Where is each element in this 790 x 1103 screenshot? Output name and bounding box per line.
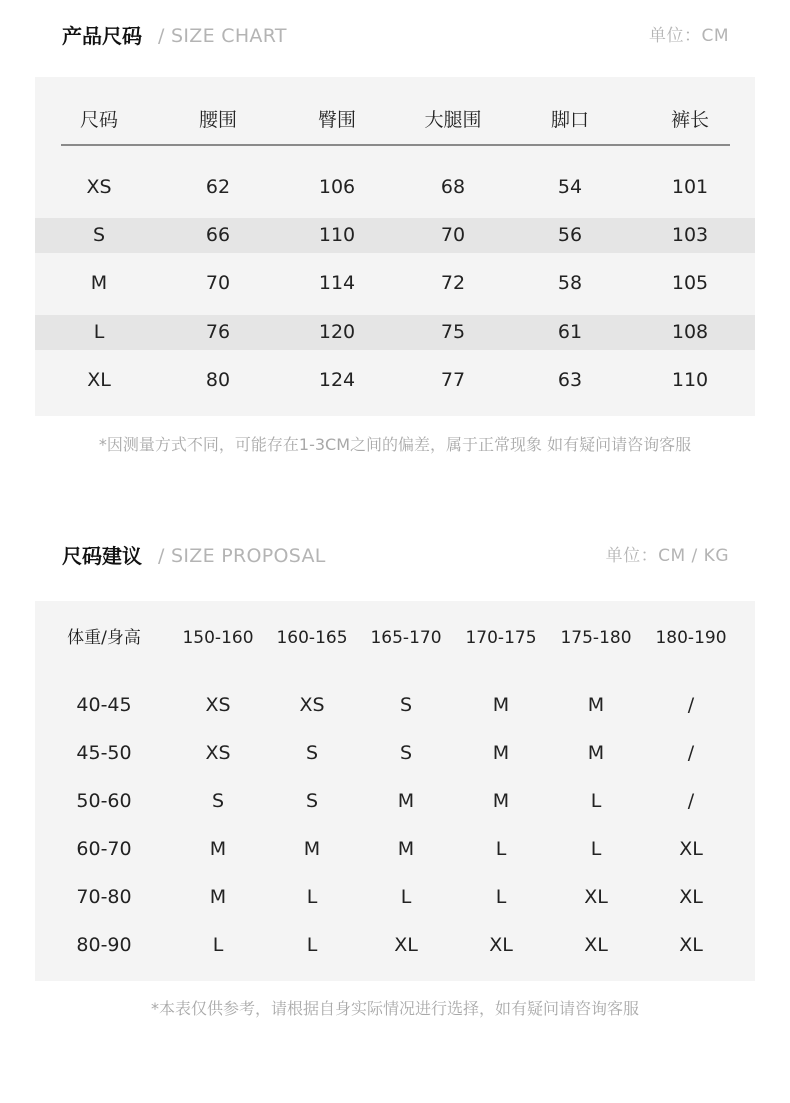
- table-cell: 68: [440, 176, 466, 198]
- table-cell: M: [587, 694, 605, 716]
- table-cell: 70: [440, 224, 466, 246]
- size-chart-subtitle: / SIZE CHART: [158, 25, 287, 47]
- table-cell: 45-50: [76, 742, 132, 764]
- size-proposal-column-header: 150-160: [182, 628, 254, 648]
- table-cell: L: [306, 934, 318, 956]
- table-cell: 60-70: [76, 838, 132, 860]
- size-chart-column-header: 脚口: [550, 109, 589, 131]
- size-chart-note: *因测量方式不同，可能存在1-3CM之间的偏差，属于正常现象 如有疑问请咨询客服: [98, 435, 692, 454]
- table-cell: M: [397, 790, 415, 812]
- size-proposal-column-header: 175-180: [560, 628, 632, 648]
- table-row: [35, 170, 755, 205]
- table-cell: 66: [205, 224, 231, 246]
- table-cell: S: [305, 790, 319, 812]
- table-cell: 58: [557, 272, 583, 294]
- table-cell: /: [687, 742, 695, 764]
- table-cell: L: [93, 321, 105, 343]
- table-cell: 80-90: [76, 934, 132, 956]
- table-cell: 106: [318, 176, 356, 198]
- table-cell: L: [212, 934, 224, 956]
- table-cell: 50-60: [76, 790, 132, 812]
- size-chart-column-header: 腰围: [198, 109, 237, 131]
- size-chart-divider: [61, 144, 730, 146]
- table-row: [35, 786, 755, 816]
- table-cell: M: [492, 742, 510, 764]
- table-cell: 103: [671, 224, 709, 246]
- table-cell: XL: [584, 934, 608, 956]
- table-cell: S: [399, 694, 413, 716]
- table-cell: S: [399, 742, 413, 764]
- size-chart-column-header: 裤长: [670, 109, 709, 131]
- size-proposal-column-header: 体重/身高: [67, 628, 141, 648]
- table-cell: XS: [299, 694, 325, 716]
- size-chart-title: 产品尺码: [62, 24, 142, 48]
- table-cell: L: [400, 886, 412, 908]
- table-cell: L: [495, 886, 507, 908]
- table-cell: 70: [205, 272, 231, 294]
- table-cell: 76: [205, 321, 231, 343]
- size-chart-unit: 单位：CM: [648, 26, 729, 46]
- table-cell: M: [209, 886, 227, 908]
- table-cell: S: [211, 790, 225, 812]
- table-cell: M: [303, 838, 321, 860]
- table-row: [35, 690, 755, 720]
- size-chart-column-header: 尺码: [79, 109, 118, 131]
- table-cell: L: [495, 838, 507, 860]
- table-cell: XL: [679, 934, 703, 956]
- table-cell: 61: [557, 321, 583, 343]
- table-cell: 56: [557, 224, 583, 246]
- table-row: [35, 266, 755, 301]
- table-cell: XL: [679, 886, 703, 908]
- table-cell: XL: [394, 934, 418, 956]
- table-cell: L: [590, 838, 602, 860]
- table-cell: 101: [671, 176, 709, 198]
- table-cell: XL: [584, 886, 608, 908]
- table-cell: M: [397, 838, 415, 860]
- size-proposal-column-header: 170-175: [465, 628, 537, 648]
- table-cell: 62: [205, 176, 231, 198]
- table-cell: 54: [557, 176, 583, 198]
- table-cell: 75: [440, 321, 466, 343]
- table-cell: 77: [440, 369, 466, 391]
- size-proposal-table: [35, 601, 755, 981]
- table-cell: XL: [679, 838, 703, 860]
- table-cell: S: [305, 742, 319, 764]
- table-cell: M: [587, 742, 605, 764]
- table-cell: 80: [205, 369, 231, 391]
- table-cell: 108: [671, 321, 709, 343]
- table-cell: XL: [489, 934, 513, 956]
- table-cell: 63: [557, 369, 583, 391]
- size-proposal-header: [62, 541, 729, 571]
- table-row: [35, 363, 755, 398]
- table-cell: L: [306, 886, 318, 908]
- size-proposal-unit: 单位：CM / KG: [605, 546, 729, 566]
- table-row: [35, 882, 755, 912]
- table-cell: 110: [318, 224, 356, 246]
- table-row: [35, 930, 755, 960]
- table-row: [35, 834, 755, 864]
- table-cell: M: [492, 790, 510, 812]
- table-cell: 40-45: [76, 694, 132, 716]
- table-cell: M: [492, 694, 510, 716]
- table-cell: M: [90, 272, 108, 294]
- table-cell: 105: [671, 272, 709, 294]
- size-chart-table: [35, 77, 755, 416]
- table-cell: XS: [86, 176, 112, 198]
- table-cell: XS: [205, 694, 231, 716]
- size-proposal-column-header: 160-165: [276, 628, 348, 648]
- table-cell: XL: [87, 369, 111, 391]
- table-cell: XS: [205, 742, 231, 764]
- table-cell: 114: [318, 272, 356, 294]
- table-row: [35, 218, 755, 253]
- size-proposal-title: 尺码建议: [62, 544, 142, 568]
- table-cell: L: [590, 790, 602, 812]
- table-cell: 110: [671, 369, 709, 391]
- table-cell: S: [92, 224, 106, 246]
- size-proposal-column-header: 180-190: [655, 628, 727, 648]
- size-proposal-column-header: 165-170: [370, 628, 442, 648]
- table-cell: 120: [318, 321, 356, 343]
- size-chart-column-header: 大腿围: [424, 109, 482, 131]
- table-cell: /: [687, 790, 695, 812]
- table-cell: 70-80: [76, 886, 132, 908]
- table-cell: M: [209, 838, 227, 860]
- size-chart-header: [62, 21, 729, 51]
- table-cell: 124: [318, 369, 356, 391]
- size-chart-column-header: 臀围: [317, 109, 356, 131]
- table-cell: 72: [440, 272, 466, 294]
- size-proposal-subtitle: / SIZE PROPOSAL: [158, 545, 326, 567]
- table-row: [35, 738, 755, 768]
- table-row: [35, 315, 755, 350]
- table-cell: /: [687, 694, 695, 716]
- size-proposal-note: *本表仅供参考，请根据自身实际情况进行选择，如有疑问请咨询客服: [150, 999, 639, 1018]
